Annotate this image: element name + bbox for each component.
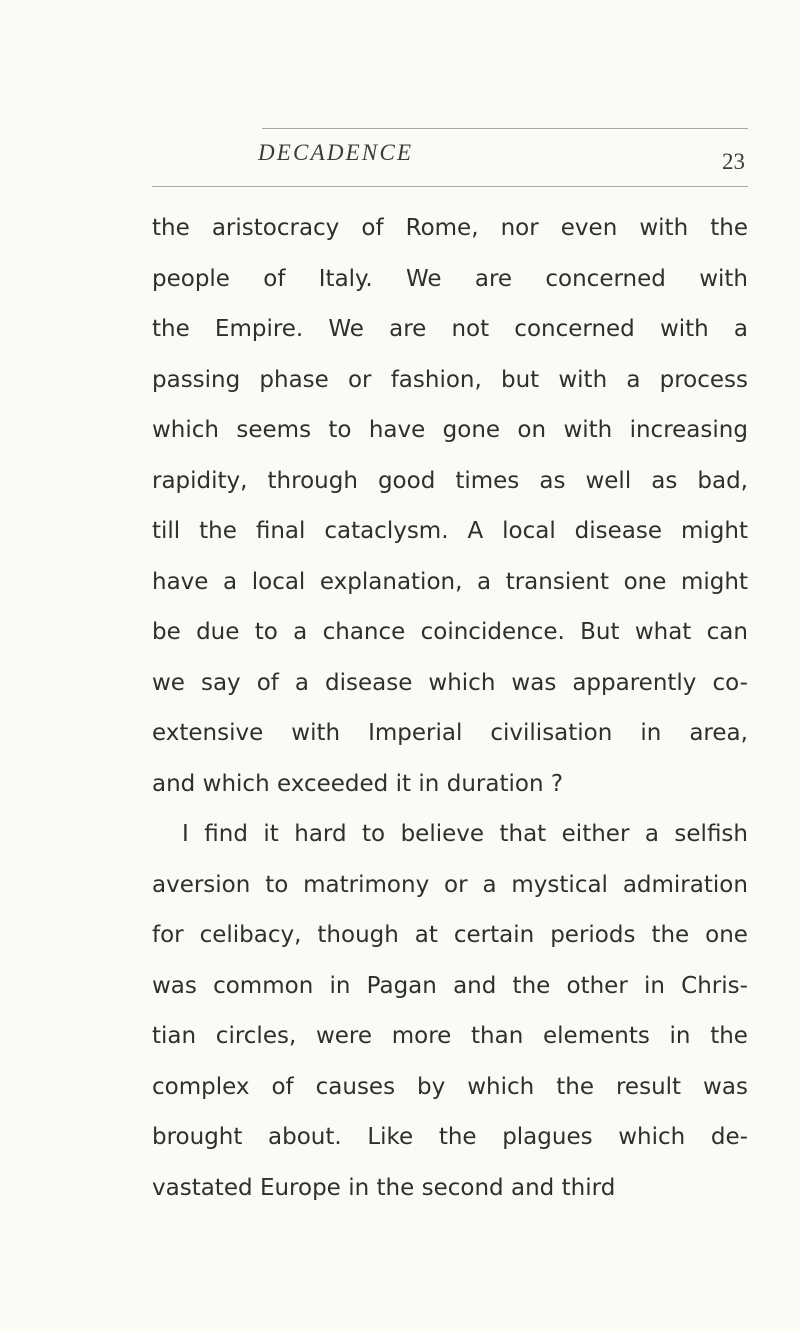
text-line: which seems to have gone on with increasing bbox=[152, 417, 748, 443]
header-rule-bottom bbox=[152, 186, 748, 187]
header-rule-top bbox=[262, 128, 748, 129]
text-line: we say of a disease which was apparently co- bbox=[152, 669, 748, 696]
text-line: till the final cataclysm. A local disease might bbox=[152, 518, 748, 544]
text-line: extensive with Imperial civilisation in area, bbox=[152, 720, 748, 746]
text-line: aversion to matrimony or a mystical admiration bbox=[152, 871, 748, 898]
text-line: the aristocracy of Rome, nor even with the bbox=[152, 215, 748, 241]
text-line: the Empire. We are not concerned with a bbox=[152, 316, 748, 342]
page-number: 23 bbox=[722, 149, 745, 174]
text-line: tian circles, were more than elements in the bbox=[152, 1023, 748, 1049]
body-text bbox=[152, 203, 748, 1213]
text-line: complex of causes by which the result was bbox=[152, 1073, 748, 1100]
text-line: brought about. Like the plagues which de- bbox=[152, 1124, 748, 1150]
text-line: for celibacy, though at certain periods the one bbox=[152, 922, 748, 948]
text-line: have a local explanation, a transient one might bbox=[152, 568, 748, 595]
text-line: I find it hard to believe that either a selfish bbox=[182, 821, 748, 847]
text-line: and which exceeded it in duration ? bbox=[152, 770, 564, 797]
text-line: rapidity, through good times as well as bad, bbox=[152, 467, 748, 494]
text-line: be due to a chance coincidence. But what can bbox=[152, 619, 748, 645]
text-line: people of Italy. We are concerned with bbox=[152, 265, 748, 292]
text-line: passing phase or fashion, but with a process bbox=[152, 366, 748, 393]
text-line: vastated Europe in the second and third bbox=[152, 1174, 616, 1201]
text-line: was common in Pagan and the other in Chris- bbox=[152, 972, 748, 999]
running-head: DECADENCE bbox=[258, 140, 414, 165]
